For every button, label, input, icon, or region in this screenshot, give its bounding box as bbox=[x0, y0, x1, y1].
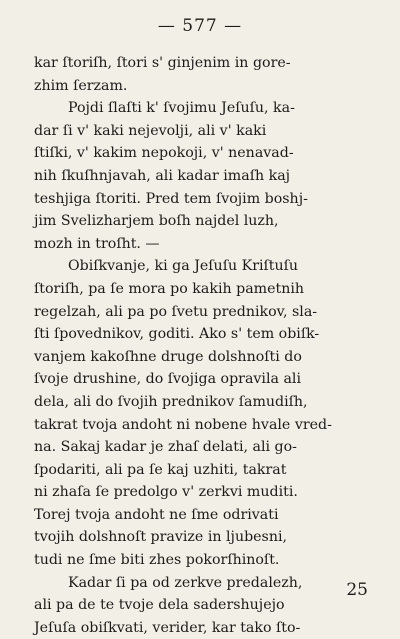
body-text bbox=[34, 52, 372, 639]
text-line: vanjem kakoſhne druge dolshnoſti do bbox=[34, 348, 302, 365]
page-number: — 577 — bbox=[157, 16, 243, 36]
text-line: nih ſkuſhnjavah, ali kadar imaſh kaj bbox=[34, 167, 291, 184]
text-line: regelzah, ali pa po ſvetu prednikov, sla- bbox=[34, 303, 318, 320]
text-line: ni zhaſa ſe predolgo v' zerkvi muditi. bbox=[34, 484, 298, 501]
text-line: Torej tvoja andoht ne ſme odrivati bbox=[34, 506, 279, 523]
text-line: ſvoje drushine, do ſvojiga opravila ali bbox=[34, 371, 302, 388]
text-line: dela, ali do ſvojih prednikov ſamudiſh, bbox=[34, 393, 308, 410]
signature-mark: 25 bbox=[346, 580, 368, 600]
text-line: Obiſkvanje, ki ga Jeſuſu Kriſtuſu bbox=[68, 258, 298, 275]
text-line: mozh in troſht. — bbox=[34, 235, 160, 252]
text-line: Pojdi ſlaſti k' ſvojimu Jeſuſu, ka- bbox=[68, 100, 295, 117]
text-line: takrat tvoja andoht ni nobene hvale vred- bbox=[34, 416, 332, 433]
text-line: zhim ſerzam. bbox=[34, 77, 128, 94]
text-line: Jeſuſa obiſkvati, verider, kar tako ſto- bbox=[34, 619, 301, 636]
text-line: ſpodariti, ali pa ſe kaj uzhiti, takrat bbox=[34, 461, 287, 478]
text-line: tudi ne ſme biti zhes pokorſhinoſt. bbox=[34, 552, 280, 569]
text-line: jim Svelizharjem boſh najdel luzh, bbox=[34, 213, 279, 230]
text-line: ali pa de te tvoje dela sadershujejo bbox=[34, 597, 285, 614]
text-line: ſtoriſh, pa ſe mora po kakih pametnih bbox=[34, 280, 305, 297]
text-line: na. Sakaj kadar je zhaſ delati, ali go- bbox=[34, 439, 297, 456]
text-line: ſti ſpovednikov, goditi. Ako s' tem obiſk- bbox=[34, 326, 320, 343]
text-line: dar ſi v' kaki nejevolji, ali v' kaki bbox=[34, 122, 267, 139]
text-line: ſtiſki, v' kakim nepokoji, v' nenavad- bbox=[34, 145, 294, 162]
text-line: Kadar ſi pa od zerkve predalezh, bbox=[68, 574, 303, 591]
text-line: teshjiga ſtoriti. Pred tem ſvojim boshj- bbox=[34, 190, 308, 207]
text-line: tvojih dolshnoſt pravize in ljubesni, bbox=[34, 529, 288, 546]
text-line: kar ſtoriſh, ſtori s' ginjenim in gore- bbox=[34, 55, 291, 71]
